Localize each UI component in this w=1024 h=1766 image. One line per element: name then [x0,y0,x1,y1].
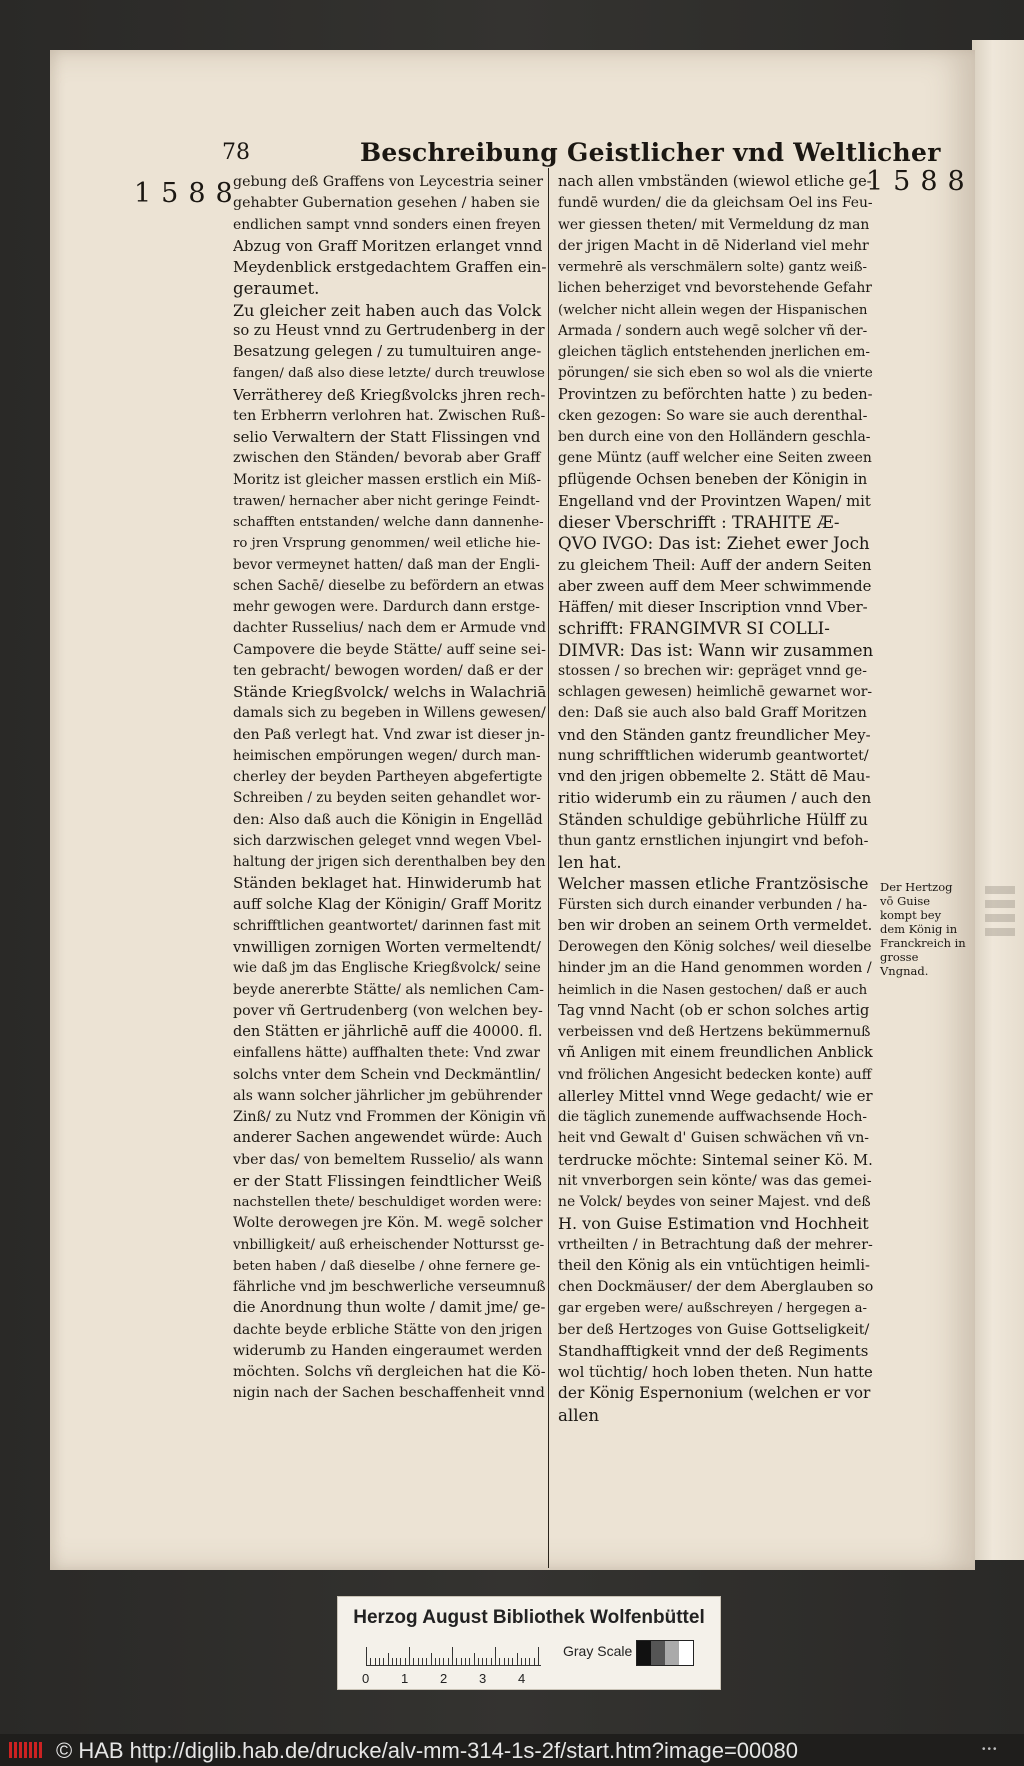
text-line: pover vñ Gertrudenberg (von welchen bey- [233,1002,543,1019]
text-line: vrtheilten / in Betrachtung daß der mehrer- [558,1236,873,1253]
text-line: vber das/ von bemeltem Russelio/ als wann [233,1151,544,1168]
text-line: vñ Anligen mit einem freundlichen Anblick [558,1045,873,1062]
text-line: vnd den jrigen obbemelte 2. Stätt dē Mau- [558,769,871,785]
text-line: dachte beyde erbliche Stätte von den jrigen [233,1321,543,1338]
ruler-tick [426,1658,427,1665]
text-line: ne Volck/ beydes von seiner Majest. vnd deß [558,1194,871,1210]
text-line: cken gezogen: So ware sie auch derenthal- [558,407,868,424]
text-line: Derowegen den König solches/ weil dieselbe [558,939,872,955]
text-line: (welcher nicht allein wegen der Hispanischen [558,302,868,318]
text-line: Besatzung gelegen / zu tumultuiren ange- [233,344,542,360]
text-line: dieser Vberschrifft : TRAHITE Æ- [558,513,840,532]
text-line: geraumet. [233,279,320,299]
text-line: H. von Guise Estimation vnd Hochheit [558,1214,869,1234]
gray-scale-swatch [636,1640,694,1666]
text-line: nigin nach der Sachen beschaffenheit vnnd [233,1385,545,1402]
text-line: Provintzen zu beförchten hatte ) zu beden- [558,386,873,403]
text-line: beyde anererbte Stätte/ als nemlichen Cam- [233,981,544,998]
ruler-tick [504,1658,505,1665]
ruler-tick [517,1653,518,1665]
text-line: schen Sachē/ dieselbe zu befördern an etwas [233,577,545,594]
text-line: er der Statt Flissingen feindtlicher Weiß [233,1171,542,1190]
text-line: len hat. [558,853,622,872]
ruler-tick [482,1658,483,1665]
text-line: ro jren Vrsprung genommen/ weil etliche hie- [233,536,541,552]
text-line: pflügende Ochsen beneben der Königin in [558,471,868,488]
text-line: selio Verwaltern der Statt Flissingen vnd [233,429,541,446]
text-line: ben durch eine von den Holländern geschla- [558,429,871,445]
gray-scale-label: Gray Scale [563,1643,633,1659]
text-line: nung schrifftlichen widerumb geantwortet/ [558,747,869,764]
text-line: theil den König als ein vntüchtigen heimli- [558,1257,870,1274]
text-line: gleichen täglich entstehenden jnerlichen em- [558,344,870,360]
column-rule [548,168,549,1568]
text-line: anderer Sachen angewendet würde: Auch [233,1130,543,1147]
ruler-tick [375,1658,376,1665]
text-line: bevor vermeynet hatten/ daß man der Engli- [233,556,540,573]
ruler-tick [396,1658,397,1665]
text-line: thun gantz ernstlichen injungirt vnd befoh- [558,832,869,849]
ruler-tick [405,1658,406,1665]
scale-ruler [366,1645,541,1666]
text-line: Ständen schuldige gebührliche Hülff zu [558,810,868,829]
ruler-tick [456,1658,457,1665]
text-line: allerley Mittel vnnd Wege gedacht/ wie er [558,1087,873,1105]
text-line: Verrätherey deß Kriegßvolcks jhren rech- [233,386,546,404]
text-line: heimischen empörungen wegen/ durch man- [233,747,541,764]
text-line: Schreiben / zu beyden seiten gehandlet wor- [233,790,541,807]
text-line: nachstellen thete/ beschuldiget worden were: [233,1195,543,1210]
text-line: haltung der jrigen sich derenthalben bey den [233,854,546,870]
library-name: Herzog August Bibliothek Wolfenbüttel [353,1607,705,1628]
ruler-tick [379,1658,380,1665]
text-line: ber deß Hertzoges von Guise Gottseligkeit/ [558,1321,870,1338]
text-line: auff solche Klag der Königin/ Graff Moritz [233,896,542,913]
text-line: aber zween auff dem Meer schwimmende [558,577,872,595]
text-line: Stände Kriegßvolck/ welchs in Walachriā [233,683,546,701]
folio-number: 78 [222,140,250,165]
ruler-tick [439,1658,440,1665]
text-line: Welcher massen etliche Frantzösische [558,874,869,894]
text-line: so zu Heust vnnd zu Gertrudenberg in der [233,322,545,339]
text-line: der jrigen Macht in dē Niderland viel mehr [558,237,869,254]
ruler-tick [495,1647,496,1665]
text-line: dachter Russelius/ nach dem er Armude vnd [233,620,546,637]
text-line: Wolte derowegen jre Kön. M. wegē solcher [233,1215,543,1232]
ruler-tick [366,1647,367,1665]
text-line: Campovere die beyde Stätte/ auff seine sei- [233,641,546,658]
bleed-through-text [985,880,1021,1000]
text-line: stossen / so brechen wir: gepräget vnnd ge- [558,662,867,679]
text-line: QVO IVGO: Das ist: Ziehet ewer Joch [558,534,870,554]
text-line: vnd frölichen Angesicht bedecken konte) auff [558,1066,872,1083]
text-line: fundē wurden/ die da gleichsam Oel ins Feu- [558,195,873,212]
ruler-number: 3 [479,1671,487,1686]
ruler-tick [512,1658,513,1665]
text-line: der König Espernonium (welchen er vor [558,1384,871,1403]
text-line: Meydenblick erstgedachtem Graffen ein- [233,258,546,276]
text-line: vermehrē als verschmälern solte) gantz weiß- [558,260,868,275]
text-line: nach allen vmbständen (wiewol etliche ge- [558,174,872,190]
text-line: schlagen gewesen) heimlichē gewarnet wor- [558,684,873,700]
ruler-tick [431,1653,432,1665]
text-line: chen Dockmäuser/ der dem Aberglauben so [558,1279,873,1295]
ruler-tick [478,1658,479,1665]
text-line: Zu gleicher zeit haben auch das Volck [233,300,542,320]
ruler-tick [400,1658,401,1665]
text-line: den Paß verlegt hat. Vnd zwar ist dieser jn- [233,726,545,743]
text-line: Armada / sondern auch wegē solcher vñ der- [558,322,868,339]
text-line: pörungen/ sie sich eben so wol als die vnierte [558,365,873,382]
ruler-number: 1 [401,1671,409,1686]
text-line: ben wir droben an seinem Orth vermeldet. [558,917,873,934]
text-line: nit vnverborgen sein könte/ was das gemei- [558,1172,872,1189]
ruler-tick [486,1658,487,1665]
text-line: gar ergeben were/ außschreyen / hergegen a- [558,1301,868,1317]
text-line: cherley der beyden Partheyen abgefertigte [233,769,543,785]
text-line: wie daß jm das Englische Kriegßvolck/ seine [233,960,541,977]
text-line: beten haben / daß dieselbe / ohne fernere ge- [233,1258,541,1274]
gray-swatch-cell [679,1641,693,1665]
ruler-number: 4 [518,1671,526,1686]
text-line: Zinß/ zu Nutz vnd Frommen der Königin vñ [233,1109,546,1125]
text-line: den: Also daß auch die Königin in Engellād [233,811,543,828]
text-line: gene Müntz (auff welcher eine Seiten zween [558,450,872,467]
ruler-tick [443,1658,444,1665]
text-line: schrifft: FRANGIMVR SI COLLI- [558,619,830,639]
text-line: fangen/ daß also diese letzte/ durch treuwlose [233,366,545,382]
text-line: terdrucke möchte: Sintemal seiner Kö. M. [558,1151,873,1169]
text-line: als wann solcher jährlicher jm gebührender [233,1087,543,1104]
ruler-tick [370,1658,371,1665]
more-options-icon[interactable]: ••• [982,1744,999,1755]
text-line: zwischen den Ständen/ bevorab aber Graff [233,450,541,467]
text-line: mehr gewogen were. Dardurch dann erstge- [233,599,540,615]
footer-bar [0,1734,1024,1766]
source-url[interactable]: © HAB http://diglib.hab.de/drucke/alv-mm-314-1s-2f/start.htm?image=00080 [56,1738,798,1763]
text-line: schafften entstanden/ welche dann dannenhe- [233,515,544,530]
ruler-tick [388,1653,389,1665]
text-line: widerumb zu Handen eingeraumet werden [233,1342,543,1359]
ruler-number: 2 [440,1671,448,1686]
text-line: Standhafftigkeit vnnd der deß Regiments [558,1342,869,1360]
text-line: ten gebracht/ bewogen worden/ daß er der [233,662,543,679]
year-marker-left: 1588 [134,178,243,209]
year-marker-right: 1588 [866,166,975,197]
text-line: trawen/ hernacher aber nicht geringe Feindt- [233,493,540,509]
text-line: den Stätten er jährlichē auff die 40000. fl. [233,1024,543,1040]
text-line: allen [558,1405,600,1425]
text-line: vnwilligen zornigen Worten vermeltendt/ [233,939,541,956]
ruler-tick [452,1647,453,1665]
hab-logo-icon [8,1740,46,1760]
text-line: sich darzwischen geleget vnnd wegen Vbel- [233,832,542,849]
next-page-edge [972,40,1024,1560]
ruler-tick [413,1658,414,1665]
ruler-tick [461,1658,462,1665]
ruler-tick [534,1658,535,1665]
ruler-tick [383,1658,384,1665]
text-line: möchten. Solchs vñ dergleichen hat die Kö- [233,1364,546,1380]
library-label-card [337,1596,721,1690]
text-line: gebung deß Graffens von Leycestria seiner [233,174,544,190]
ruler-tick [491,1658,492,1665]
left-text-column [233,172,546,1405]
text-line: wol tüchtig/ hoch loben theten. Nun hatte [558,1364,873,1381]
text-line: Engelland vnd der Provintzen Wapen/ mit [558,492,871,510]
ruler-tick [521,1658,522,1665]
ruler-tick [409,1647,410,1665]
ruler-tick [474,1653,475,1665]
text-line: solchs vnter dem Schein vnd Deckmäntlin/ [233,1066,541,1083]
text-line: zu gleichem Theil: Auff der andern Seiten [558,556,872,574]
text-line: Abzug von Graff Moritzen erlanget vnnd [233,236,543,255]
marginal-note: Der Hertzog vō Guise kompt bey dem König in Franckreich in grosse Vngnad. [880,880,966,978]
ruler-tick [469,1658,470,1665]
ruler-tick [525,1658,526,1665]
gray-swatch-cell [665,1641,679,1665]
text-line: die täglich zunemende auffwachsende Hoch- [558,1109,868,1125]
text-line: heimlich in die Nasen gestochen/ daß er auch [558,982,868,998]
text-line: Häffen/ mit dieser Inscription vnnd Vber- [558,599,868,616]
gray-swatch-cell [651,1641,665,1665]
text-line: DIMVR: Das ist: Wann wir zusammen [558,640,873,660]
running-title: Beschreibung Geistlicher vnd Weltlicher [360,138,941,167]
text-line: schrifftlichen geantwortet/ darinnen fast mit [233,917,541,934]
text-line: endlichen sampt vnnd sonders einen freyen [233,216,541,233]
text-line: Fürsten sich durch einander verbunden / ha- [558,896,868,913]
text-line: ten Erbherrn verlohren hat. Zwischen Ruß- [233,407,546,424]
text-line: vnbilligkeit/ auß erheischender Nottursst ge- [233,1236,545,1253]
text-line: Ständen beklaget hat. Hinwiderumb hat [233,874,542,893]
ruler-tick [508,1658,509,1665]
text-line: hinder jm an die Hand genommen worden / [558,960,872,977]
gray-swatch-cell [637,1641,651,1665]
text-line: ritio widerumb ein zu räumen / auch den [558,789,872,808]
text-line: heit vnd Gewalt d' Guisen schwächen vñ vn- [558,1130,869,1147]
text-line: damals sich zu begeben in Willens gewesen/ [233,705,546,722]
text-line: die Anordnung thun wolte / damit jme/ ge- [233,1300,546,1317]
text-line: wer giessen theten/ mit Vermeldung dz man [558,216,870,233]
text-line: den: Daß sie auch also bald Graff Moritzen [558,705,867,722]
ruler-tick [392,1658,393,1665]
text-line: gehabter Gubernation gesehen / haben sie [233,195,540,212]
text-line: lichen beherziget vnd bevorstehende Gefahr [558,280,872,297]
ruler-tick [538,1647,539,1665]
text-line: fährliche vnd jm beschwerliche verseumnuß [233,1279,546,1295]
text-line: vnd den Ständen gantz freundlicher Mey- [558,726,871,744]
ruler-tick [529,1658,530,1665]
ruler-tick [435,1658,436,1665]
ruler-tick [499,1658,500,1665]
ruler-tick [418,1658,419,1665]
ruler-tick [422,1658,423,1665]
ruler-tick [448,1658,449,1665]
right-text-column [558,172,873,1426]
text-line: Moritz ist gleicher massen erstlich ein Miß- [233,471,542,488]
ruler-tick [465,1658,466,1665]
ruler-number: 0 [362,1671,370,1686]
text-line: Tag vnnd Nacht (ob er schon solches artig [558,1002,870,1019]
text-line: verbeissen vnd deß Hertzens bekümmernuß [558,1024,871,1040]
text-line: einfallens hätte) auffhalten thete: Vnd zwar [233,1045,541,1062]
